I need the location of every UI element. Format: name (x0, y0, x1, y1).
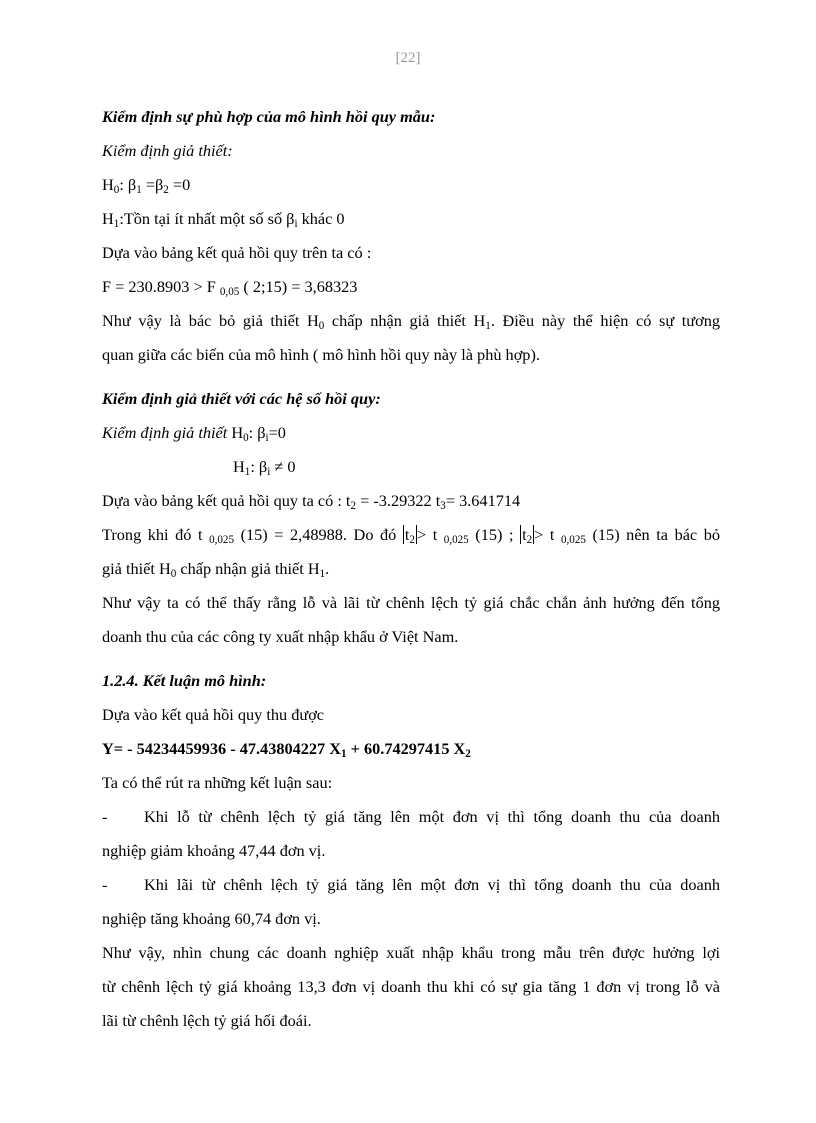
bullet-text: Khi lãi từ chênh lệch tỷ giá tăng lên một đơn vị thì tổng doanh thu của doanh (144, 875, 720, 894)
lead-text: Ta có thể rút ra những kết luận sau: (102, 773, 333, 792)
intro-text: Dựa vào kết quả hồi quy thu được (102, 705, 325, 724)
bullet-marker: - (102, 807, 108, 826)
abs-t2: $t_2$ (404, 525, 415, 546)
hypothesis-h0: $H_0$: $\beta_1 =\beta_2 =0$ (102, 175, 191, 196)
summary-line: lãi từ chênh lệch tỷ giá hối đoái. (102, 1011, 312, 1030)
based-on-text: Dựa vào bảng kết quả hồi quy trên ta có : (102, 243, 372, 262)
critical-value-line: Trong khi đó t $_{0,025}$ (15) = 2,48988. Do đó $t_2 > t$ $_{0,025}$ (15) ; $t_2 > t$ $_{0,025}$ (15) nên ta bác bỏ (102, 525, 721, 546)
hypothesis-subheading: Kiểm định giả thiết: (102, 141, 233, 160)
t-values: Dựa vào bảng kết quả hồi quy ta có : $t_2 = -3.29322$ $t_3= 3.641714$ (102, 491, 521, 512)
regression-equation: Y= - 54234459936 - 47.43804227 $X_1 + 60.74297415$ $X_2$ (102, 739, 471, 760)
impact-line: Như vậy ta có thể thấy rằng lỗ và lãi từ chênh lệch tỷ giá chắc chắn ảnh hưởng đến tổng (102, 593, 720, 612)
impact-line: doanh thu của các công ty xuất nhập khẩu ở Việt Nam. (102, 627, 459, 646)
section-heading-conclusion: 1.2.4. Kết luận mô hình: (102, 671, 267, 690)
f-statistic: F = 230.8903 > F $_{0,05}$ ( 2;15) = 3,68323 (102, 277, 358, 298)
bullet-continuation: nghiệp giảm khoảng 47,44 đơn vị. (102, 841, 326, 860)
conclusion-line: Như vậy là bác bỏ giả thiết $H_0$ chấp nhận giả thiết $H_1$. Điều này thể hiện có sự tương (102, 311, 721, 332)
reject-line: giả thiết $H_0$ chấp nhận giả thiết $H_1$. (102, 559, 330, 580)
bullet-item (102, 868, 720, 902)
bullet-item (102, 800, 720, 834)
document-body (102, 100, 720, 1038)
summary-line: Như vậy, nhìn chung các doanh nghiệp xuất nhập khẩu trong mẫu trên được hưởng lợi (102, 943, 720, 962)
bullet-continuation: nghiệp tăng khoảng 60,74 đơn vị. (102, 909, 321, 928)
conclusion-line: quan giữa các biến của mô hình ( mô hình hồi quy này là phù hợp). (102, 345, 540, 364)
section-heading-coefficients: Kiểm định giả thiết với các hệ số hồi quy: (102, 389, 381, 408)
hypothesis-h0: Kiểm định giả thiết $H_0$: $\beta_i=0$ (102, 423, 286, 444)
hypothesis-h1: $H_1:Tồn$ tại ít nhất một số số $\beta_i$ khác 0 (102, 209, 345, 230)
page-number: [22] (395, 50, 421, 66)
section-heading-model-fit: Kiểm định sự phù hợp của mô hình hồi quy mẫu: (102, 107, 436, 126)
hypothesis-h1: $H_1$: $\beta_i \ne 0$ (233, 457, 296, 478)
summary-line: từ chênh lệch tỷ giá khoảng 13,3 đơn vị doanh thu khi có sự gia tăng 1 đơn vị trong lỗ và (102, 977, 720, 996)
bullet-text: Khi lỗ từ chênh lệch tỷ giá tăng lên một đơn vị thì tổng doanh thu của doanh (144, 807, 720, 826)
abs-t2: $t_2$ (522, 525, 533, 546)
bullet-marker: - (102, 875, 108, 894)
